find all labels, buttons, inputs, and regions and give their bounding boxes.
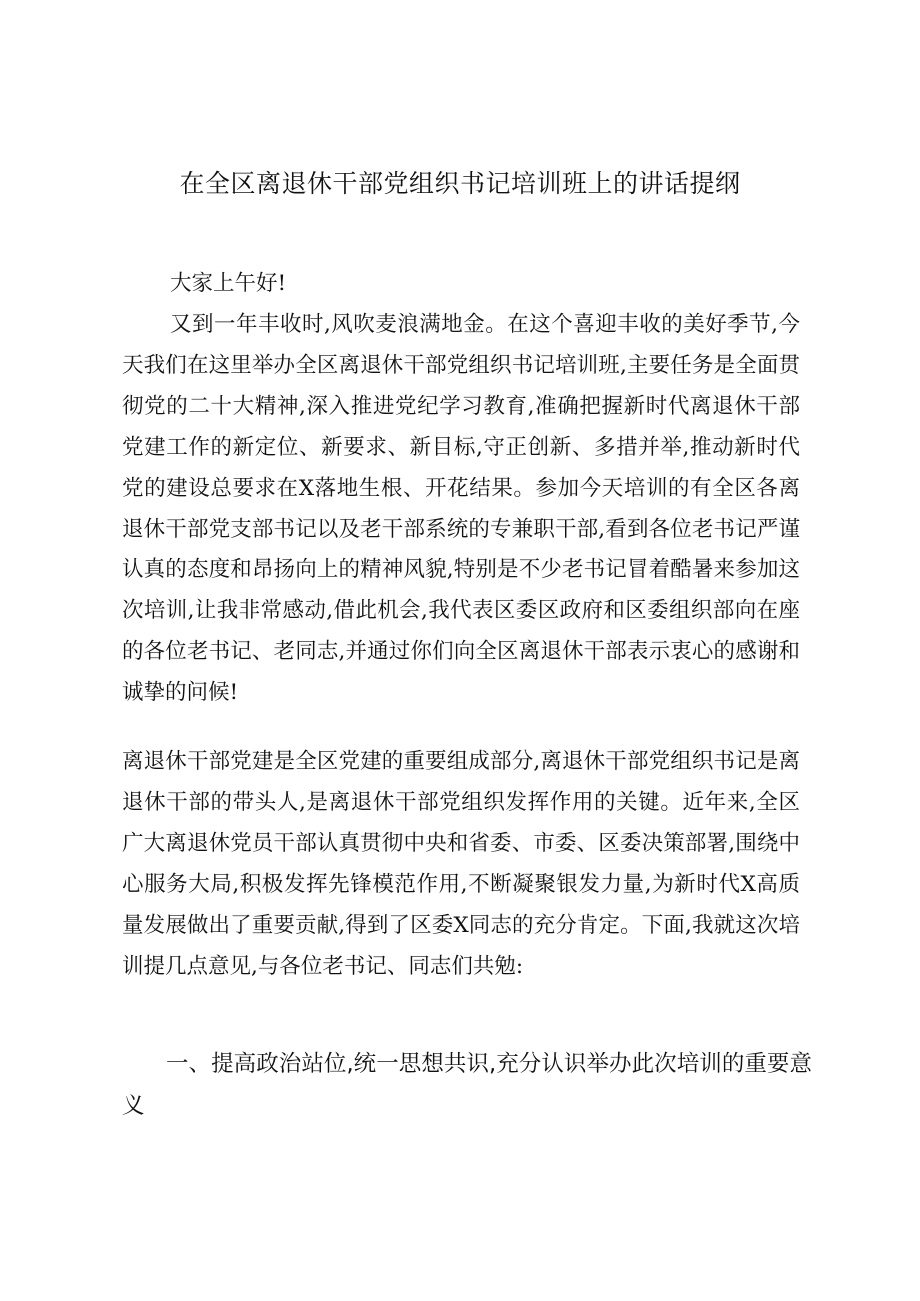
intro-paragraph: 又到一年丰收时,风吹麦浪满地金。在这个喜迎丰收的美好季节,今天我们在这里举办全区离退休干部党组织书记培训班,主要任务是全面贯彻党的二十大精神,深入推进党纪学习教育,准确把握新时代离退休干部党建工作的新定位、新要求、新目标,守正创新、多措并举,推动新时代党的建设总要求在X落地生根、开花结果。参加今天培训的有全区各离退休干部党支部书记以及老干部系统的专兼职干部,看到各位老书记严谨认真的态度和昂扬向上的精神风貌,特别是不少老书记冒着酷暑来参加这次培训,让我非常感动,借此机会,我代表区委区政府和区委组织部向在座的各位老书记、老同志,并通过你们向全区离退休干部表示衷心的感谢和诚挚的问候! [122,312,800,706]
greeting-paragraph: 大家上午好! [170,271,287,296]
second-paragraph: 离退休干部党建是全区党建的重要组成部分,离退休干部党组织书记是离退休干部的带头人,是离退休干部党组织发挥作用的关键。近年来,全区广大离退休党员干部认真贯彻中央和省委、市委、区委决策部署,围绕中心服务大局,积极发挥先锋模范作用,不断凝聚银发力量,为新时代X高质量发展做出了重要贡献,得到了区委X同志的充分肯定。下面,我就这次培训提几点意见,与各位老书记、同志们共勉: [122,749,800,979]
document-title: 在全区离退休干部党组织书记培训班上的讲话提纲 [179,169,741,198]
section-heading-1: 一、提高政治站位,统一思想共识,充分认识举办此次培训的重要意义 [122,1051,812,1119]
